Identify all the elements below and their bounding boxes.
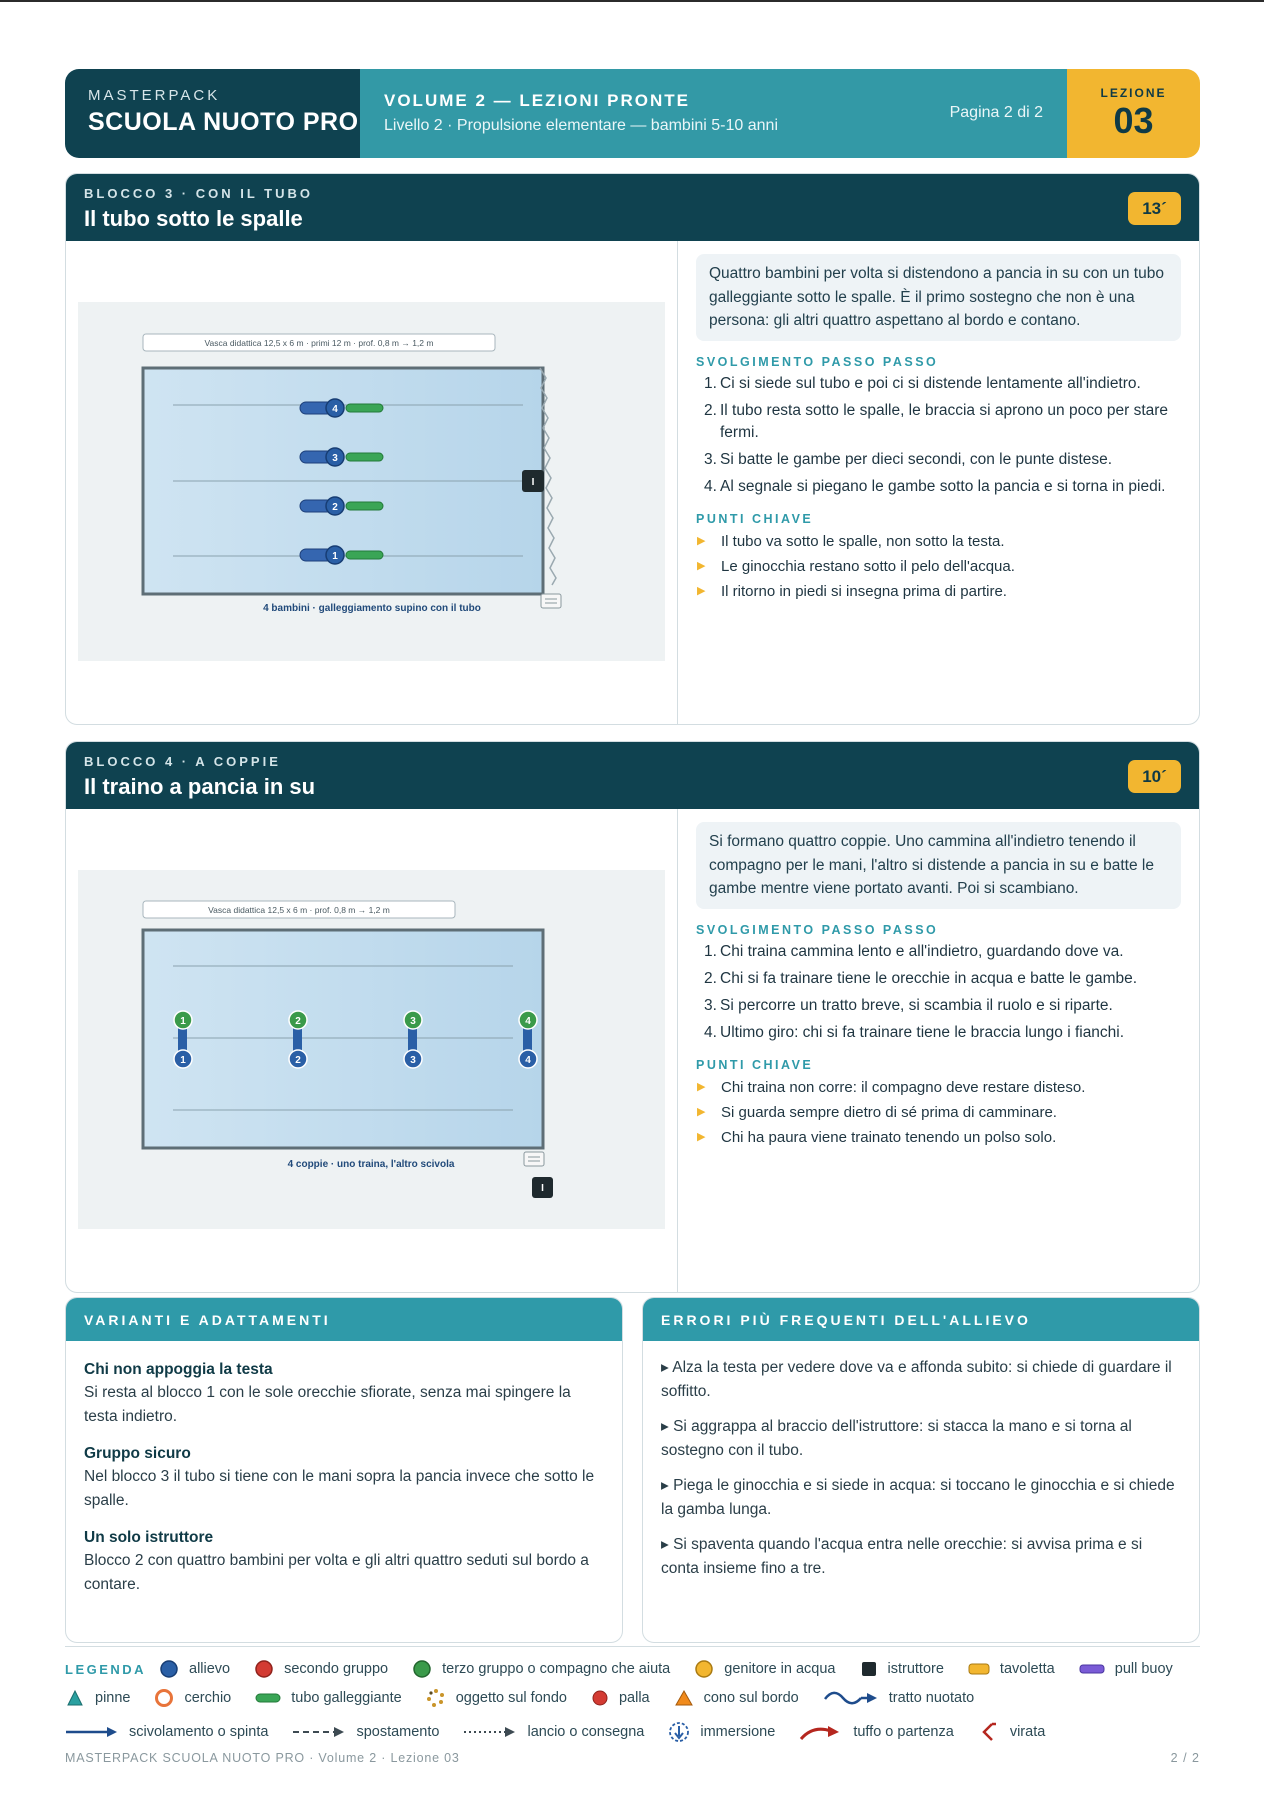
block-title: Il tubo sotto le spalle bbox=[84, 206, 303, 231]
turn-icon bbox=[978, 1721, 1000, 1743]
variant-text: Nel blocco 3 il tubo si tiene con le mani sopra la pancia invece che sotto le spalle. bbox=[84, 1468, 595, 1509]
sinking-object-icon bbox=[426, 1688, 446, 1708]
error-item: ▸ Alza la testa per vedere dove va e affonda subito: si chiede di guardare il soffitto. bbox=[661, 1359, 1172, 1400]
legend-item: istruttore bbox=[860, 1660, 944, 1678]
svg-text:2: 2 bbox=[332, 502, 338, 513]
step-item: 4. Al segnale si piegano le gambe sotto la pancia e si torna in piedi. bbox=[704, 477, 1166, 495]
bullet-triangle-icon: ▶ bbox=[697, 1080, 706, 1093]
legend-title: LEGENDA bbox=[65, 1661, 147, 1677]
steps-list bbox=[696, 941, 1181, 1044]
legend-item: scivolamento o spinta bbox=[65, 1724, 268, 1740]
legend-item: spostamento bbox=[292, 1724, 439, 1740]
glide-arrow-icon bbox=[65, 1725, 119, 1739]
legend bbox=[65, 1646, 1200, 1740]
throw-arrow-icon bbox=[463, 1725, 517, 1739]
legend-item: lancio o consegna bbox=[463, 1724, 644, 1740]
errors-heading: ERRORI PIÙ FREQUENTI DELL'ALLIEVO bbox=[643, 1298, 1199, 1341]
brand-name: SCUOLA NUOTO PRO bbox=[88, 108, 359, 136]
legend-item: terzo gruppo o compagno che aiuta bbox=[412, 1659, 670, 1679]
yellow-circle-icon bbox=[694, 1659, 714, 1679]
pool-diagram bbox=[78, 870, 665, 1229]
pool-label: Vasca didattica 12,5 x 6 m · prof. 0,8 m → 1,2 m bbox=[208, 905, 390, 915]
legend-item: pinne bbox=[65, 1689, 130, 1707]
diagram-caption: 4 coppie · uno traina, l'altro scivola bbox=[287, 1159, 455, 1170]
brand-box bbox=[65, 69, 360, 158]
bullet-triangle-icon: ▶ bbox=[697, 584, 706, 597]
ball-icon bbox=[591, 1689, 609, 1707]
block-3-card bbox=[65, 173, 1200, 725]
page-indicator: Pagina 2 di 2 bbox=[949, 104, 1043, 121]
keys-list bbox=[696, 531, 1181, 602]
keys-heading: PUNTI CHIAVE bbox=[696, 1057, 814, 1072]
pull-buoy-icon bbox=[1079, 1661, 1105, 1677]
block-kicker: BLOCCO 3 · CON IL TUBO bbox=[84, 186, 313, 201]
volume-title: VOLUME 2 — LEZIONI PRONTE bbox=[384, 91, 690, 110]
page-header bbox=[65, 69, 1200, 158]
black-square-icon bbox=[860, 1660, 878, 1678]
legend-row-2 bbox=[65, 1688, 998, 1708]
cone-icon bbox=[674, 1689, 694, 1707]
kickboard-icon bbox=[541, 594, 561, 608]
step-item: 4. Ultimo giro: chi si fa trainare tiene le braccia lungo i fianchi. bbox=[704, 1023, 1125, 1041]
error-item: ▸ Piega le ginocchia e si siede in acqua: si toccano le ginocchia e si chiede la gamba lunga. bbox=[661, 1477, 1175, 1518]
volume-subtitle: Livello 2 · Propulsione elementare — bambini 5-10 anni bbox=[384, 117, 778, 134]
variant-text: Si resta al blocco 1 con le sole orecchie sfiorate, senza mai spingere la testa indietro. bbox=[84, 1384, 571, 1425]
legend-item: genitore in acqua bbox=[694, 1659, 835, 1679]
diagram-caption: 4 bambini · galleggiamento supino con il tubo bbox=[263, 603, 481, 614]
key-item: ▶ Chi ha paura viene trainato tenendo un polso solo. bbox=[697, 1128, 1057, 1146]
kickboard-icon bbox=[968, 1661, 990, 1677]
instructions-column bbox=[678, 241, 1199, 724]
top-rule bbox=[0, 0, 1264, 2]
step-item: 2. Chi si fa trainare tiene le orecchie in acqua e batte le gambe. bbox=[704, 969, 1138, 987]
steps-list bbox=[696, 373, 1181, 498]
green-circle-icon bbox=[412, 1659, 432, 1679]
bullet-triangle-icon: ▶ bbox=[697, 1105, 706, 1118]
svg-text:1: 1 bbox=[332, 551, 338, 562]
intro-text: Si formano quattro coppie. Uno cammina all'indietro tenendo il compagno per le mani, l'altro si distende a pancia in su e batte le gambe mentre viene portato avanti. Poi si scambiano. bbox=[696, 822, 1181, 909]
legend-item: immersione bbox=[668, 1721, 775, 1743]
legend-item: tavoletta bbox=[968, 1661, 1055, 1677]
legend-item: oggetto sul fondo bbox=[426, 1688, 567, 1708]
move-arrow-icon bbox=[292, 1725, 346, 1739]
block-header bbox=[66, 174, 1199, 241]
ring-icon bbox=[154, 1688, 174, 1708]
svg-text:I: I bbox=[531, 477, 535, 488]
error-item: ▸ Si spaventa quando l'acqua entra nelle orecchie: si avvisa prima e si conta insieme fino a tre. bbox=[661, 1536, 1143, 1577]
legend-item: tratto nuotato bbox=[823, 1690, 974, 1706]
diagram-column bbox=[66, 241, 678, 724]
volume-box bbox=[360, 69, 1067, 158]
svg-text:1: 1 bbox=[180, 1016, 186, 1027]
bullet-triangle-icon: ▶ bbox=[697, 1130, 706, 1143]
intro-text: Quattro bambini per volta si distendono a pancia in su con un tubo galleggiante sotto le spalle. È il primo sostegno che non è una persona: gli altri quattro aspettano al bordo e contano. bbox=[696, 254, 1181, 341]
svg-text:4: 4 bbox=[332, 404, 338, 415]
diagram-column bbox=[66, 809, 678, 1292]
duration-badge: 10´ bbox=[1128, 760, 1181, 793]
key-item: ▶ Il tubo va sotto le spalle, non sotto la testa. bbox=[697, 532, 1005, 550]
footer-page: 2 / 2 bbox=[1170, 1751, 1200, 1765]
fins-icon bbox=[65, 1689, 85, 1707]
errors-panel bbox=[642, 1297, 1200, 1643]
svg-text:4: 4 bbox=[525, 1055, 531, 1066]
legend-item: tubo galleggiante bbox=[255, 1690, 401, 1706]
instructor-marker bbox=[522, 470, 544, 492]
lesson-number: 03 bbox=[1113, 100, 1154, 141]
svg-text:I: I bbox=[541, 1183, 544, 1194]
block-4-card bbox=[65, 741, 1200, 1293]
error-item: ▸ Si aggrappa al braccio dell'istruttore: si stacca la mano e si torna al sostegno con il tubo. bbox=[661, 1418, 1132, 1459]
duration-badge: 13´ bbox=[1128, 192, 1181, 225]
legend-row-1 bbox=[65, 1659, 1173, 1679]
step-item: 2. Il tubo resta sotto le spalle, le braccia si aprono un poco per stare fermi. bbox=[704, 401, 1169, 441]
brand-kicker: MASTERPACK bbox=[88, 87, 221, 104]
instructor-marker bbox=[532, 1177, 553, 1198]
keys-heading: PUNTI CHIAVE bbox=[696, 511, 814, 526]
step-item: 1. Ci si siede sul tubo e poi ci si distende lentamente all'indietro. bbox=[704, 374, 1141, 392]
legend-item: pull buoy bbox=[1079, 1661, 1173, 1677]
key-item: ▶ Si guarda sempre dietro di sé prima di camminare. bbox=[697, 1103, 1057, 1121]
steps-heading: SVOLGIMENTO PASSO PASSO bbox=[696, 354, 939, 369]
lesson-badge bbox=[1067, 69, 1200, 158]
block-kicker: BLOCCO 4 · A COPPIE bbox=[84, 754, 281, 769]
svg-text:2: 2 bbox=[295, 1055, 301, 1066]
svg-text:2: 2 bbox=[295, 1016, 301, 1027]
legend-item: cono sul bordo bbox=[674, 1689, 799, 1707]
pool-label: Vasca didattica 12,5 x 6 m · primi 12 m · prof. 0,8 m → 1,2 m bbox=[204, 338, 434, 348]
blue-circle-icon bbox=[159, 1659, 179, 1679]
variants-panel bbox=[65, 1297, 623, 1643]
bullet-triangle-icon: ▶ bbox=[697, 559, 706, 572]
keys-list bbox=[696, 1077, 1181, 1148]
svg-text:3: 3 bbox=[410, 1016, 416, 1027]
svg-text:3: 3 bbox=[332, 453, 338, 464]
variant-title: Un solo istruttore bbox=[84, 1529, 214, 1546]
key-item: ▶ Chi traina non corre: il compagno deve restare disteso. bbox=[697, 1078, 1086, 1096]
key-item: ▶ Le ginocchia restano sotto il pelo dell'acqua. bbox=[697, 557, 1015, 575]
jump-arrow-icon bbox=[799, 1723, 843, 1741]
step-item: 1. Chi traina cammina lento e all'indietro, guardando dove va. bbox=[704, 942, 1124, 960]
legend-row-3 bbox=[65, 1721, 1045, 1743]
lesson-label: LEZIONE bbox=[1100, 86, 1167, 100]
variant-title: Chi non appoggia la testa bbox=[84, 1361, 273, 1378]
block-title: Il traino a pancia in su bbox=[84, 774, 316, 799]
pool-diagram-svg bbox=[78, 302, 665, 661]
legend-item: cerchio bbox=[154, 1688, 231, 1708]
steps-heading: SVOLGIMENTO PASSO PASSO bbox=[696, 922, 939, 937]
variant-text: Blocco 2 con quattro bambini per volta e gli altri quattro seduti sul bordo a contare. bbox=[84, 1552, 589, 1593]
variants-heading: VARIANTI E ADATTAMENTI bbox=[66, 1298, 622, 1341]
svg-text:1: 1 bbox=[180, 1055, 186, 1066]
key-item: ▶ Il ritorno in piedi si insegna prima di partire. bbox=[697, 582, 1007, 600]
kickboard-icon bbox=[524, 1152, 544, 1166]
red-circle-icon bbox=[254, 1659, 274, 1679]
pool-diagram bbox=[78, 302, 665, 661]
footer-text: MASTERPACK SCUOLA NUOTO PRO · Volume 2 · Lezione 03 bbox=[65, 1751, 460, 1765]
svg-text:3: 3 bbox=[410, 1055, 416, 1066]
dive-under-icon bbox=[668, 1721, 690, 1743]
legend-item: virata bbox=[978, 1721, 1045, 1743]
pool-diagram-svg bbox=[78, 870, 665, 1229]
swim-path-icon bbox=[823, 1690, 879, 1706]
step-item: 3. Si batte le gambe per dieci secondi, con le punte distese. bbox=[704, 450, 1113, 468]
legend-item: secondo gruppo bbox=[254, 1659, 388, 1679]
noodle-icon bbox=[255, 1691, 281, 1705]
block-header bbox=[66, 742, 1199, 809]
step-item: 3. Si percorre un tratto breve, si scambia il ruolo e si riparte. bbox=[704, 996, 1113, 1014]
bullet-triangle-icon: ▶ bbox=[697, 534, 706, 547]
svg-text:4: 4 bbox=[525, 1016, 531, 1027]
pool-water bbox=[143, 930, 543, 1148]
variant-title: Gruppo sicuro bbox=[84, 1445, 191, 1462]
legend-item: palla bbox=[591, 1689, 650, 1707]
legend-item: tuffo o partenza bbox=[799, 1723, 954, 1741]
legend-item: allievo bbox=[159, 1659, 230, 1679]
instructions-column bbox=[678, 809, 1199, 1292]
